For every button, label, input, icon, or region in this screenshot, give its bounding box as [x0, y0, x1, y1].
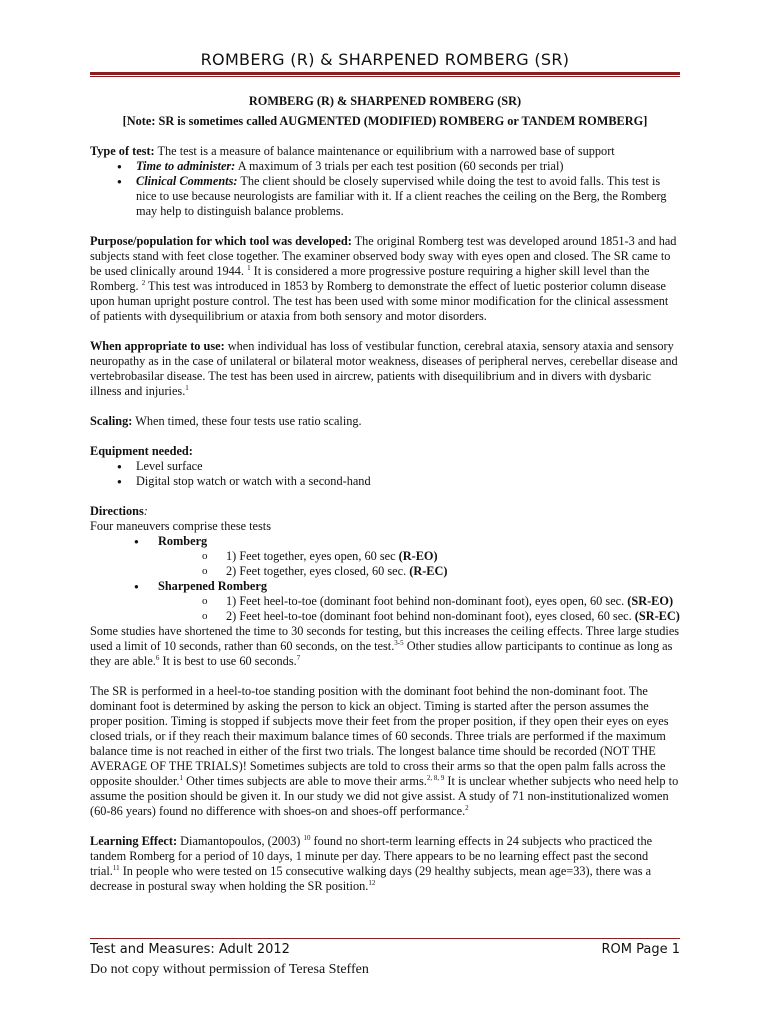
- equipment-label: Equipment needed:: [90, 444, 193, 458]
- citation: 3-5: [394, 638, 404, 647]
- footer-rule: [90, 938, 680, 939]
- type-text: The test is a measure of balance maintenance or equilibrium with a narrowed base of support: [154, 144, 615, 158]
- learning-text: Diamantopoulos, (2003): [177, 834, 304, 848]
- maneuver-code: (SR-EC): [634, 609, 680, 623]
- citation: 2: [141, 278, 146, 287]
- document-title: ROMBERG (R) & SHARPENED ROMBERG (SR): [248, 94, 522, 108]
- list-item: [202, 549, 680, 564]
- learning-label: Learning Effect:: [90, 834, 178, 848]
- page-footer: [90, 942, 680, 957]
- header-rule: [90, 72, 680, 75]
- citation: 1: [185, 383, 189, 392]
- citation: 10: [303, 833, 311, 842]
- purpose-text: It is considered a more progressive posture requiring a higher skill level than the Romberg.: [90, 264, 650, 293]
- learning-text: In people who were tested on 15 consecutive walking days (29 healthy subjects, mean age=33), there was a decrease in postural sway when holding the SR position.: [90, 864, 652, 893]
- list-item: ● Level surface: [117, 459, 680, 474]
- list-item: [134, 579, 680, 624]
- maneuver-text: 2) Feet together, eyes closed, 60 sec.: [226, 564, 410, 578]
- scaling-label: Scaling:: [90, 414, 133, 428]
- time-text: A maximum of 3 trials per each test position (60 seconds per trial): [235, 159, 564, 173]
- time-label: Time to administer:: [136, 159, 236, 173]
- maneuver-text: 1) Feet together, eyes open, 60 sec: [226, 549, 399, 563]
- purpose-paragraph: [90, 234, 680, 324]
- studies-text: It is best to use 60 seconds.: [159, 654, 297, 668]
- citation: 6: [155, 653, 160, 662]
- list-item: [134, 534, 680, 579]
- romberg-sublist: [202, 549, 680, 579]
- footer-copyright: Do not copy without permission of Teresa Steffen: [90, 962, 369, 977]
- purpose-text: This test was introduced in 1853 by Romberg to demonstrate the effect of luetic posterior column disease upon human upright posture control. The test has been used with some minor modification for the clinical assessment of patients with dysequilibrium or ataxia from both sensory and motor disorders.: [90, 279, 669, 323]
- romberg-label: Romberg: [158, 534, 208, 548]
- document-note: [Note: SR is sometimes called AUGMENTED (MODIFIED) ROMBERG or TANDEM ROMBERG]: [122, 114, 648, 128]
- clinical-label: Clinical Comments:: [136, 174, 238, 188]
- learning-paragraph: [90, 834, 680, 894]
- list-item: [202, 609, 680, 624]
- maneuver-code: (R-EO): [398, 549, 438, 563]
- maneuver-code: (SR-EO): [627, 594, 674, 608]
- citation: 2, 8, 9: [426, 773, 445, 782]
- list-item: [117, 159, 680, 174]
- when-text: when individual has loss of vestibular function, cerebral ataxia, sensory ataxia and sensory neuropathy as in the case of unilateral or bilateral motor weakness, diseases of peripheral nerves, cerebellar disease and vertebrobasilar disease. The test has been used in aircrew, patients with disequilibrium and in divers with dysbaric illness and injuries.: [90, 339, 678, 398]
- header-rule-thin: [90, 76, 680, 77]
- list-item: ● Digital stop watch or watch with a second-hand: [117, 474, 680, 489]
- scaling-paragraph: [90, 414, 680, 429]
- citation: 1: [179, 773, 183, 782]
- equipment-list: [117, 459, 680, 489]
- when-paragraph: [90, 339, 680, 399]
- sharpened-sublist: [202, 594, 680, 624]
- maneuver-code: (R-EC): [409, 564, 448, 578]
- maneuver-text: 2) Feet heel-to-toe (dominant foot behind non-dominant foot), eyes closed, 60 sec.: [226, 609, 635, 623]
- maneuvers-list: [134, 534, 680, 624]
- page-header-title: ROMBERG (R) & SHARPENED ROMBERG (SR): [200, 50, 570, 69]
- directions-label: Directions: [90, 504, 144, 518]
- citation: 7: [296, 653, 301, 662]
- sr-text: Other times subjects are able to move their arms.: [183, 774, 427, 788]
- document-body: [90, 94, 680, 909]
- directions-intro: Four maneuvers comprise these tests: [90, 519, 271, 533]
- list-item: [117, 174, 680, 219]
- studies-text: Some studies have shortened the time to 30 seconds for testing, but this increases the ceiling effects. Three large studies used a limit of 10 seconds, rather than 60 seconds, on the test.: [90, 624, 680, 653]
- purpose-label: Purpose/population for which tool was developed:: [90, 234, 352, 248]
- citation: 2: [465, 803, 469, 812]
- when-label: When appropriate to use:: [90, 339, 225, 353]
- purpose-text: The original Romberg test was developed around 1851-3 and had subjects stand with feet close together. The examiner observed body sway with eyes open and closed. The SR came to be used clinically around 1944.: [90, 234, 677, 278]
- list-item: [202, 564, 680, 579]
- citation: 11: [112, 863, 120, 872]
- equipment-label-line: [90, 444, 680, 459]
- studies-text: Other studies allow participants to continue as long as they are able.: [90, 639, 673, 668]
- test-details-list: [117, 159, 680, 219]
- footer-source: Test and Measures: Adult 2012: [90, 942, 290, 957]
- clinical-text: The client should be closely supervised while doing the test to avoid falls. This test is nice to use because neurologists are familiar with it. If a client reaches the ceiling on the Berg, the Romberg may help to distinguish balance problems.: [136, 174, 667, 218]
- sr-text: The SR is performed in a heel-to-toe standing position with the dominant foot behind the non-dominant foot. The dominant foot is determined by asking the person to kick an object. Timing is started after the person assumes the proper position. Timing is stopped if subjects move their feet from the proper position, if they open their eyes on eyes closed trials, or if they reach their maximum balance times of 60 seconds. Three trials are performed if the maximum balance time is not reached in either of the first two trials. The longest balance time should be recorded (NOT THE AVERAGE OF THE TRIALS)! Sometimes subjects are told to cross their arms so that the open palm falls across the opposite shoulder.: [90, 684, 669, 788]
- sharpened-label: Sharpened Romberg: [158, 579, 267, 593]
- sr-paragraph: [90, 684, 680, 819]
- type-of-test: [90, 144, 680, 159]
- citation: 1: [247, 263, 251, 272]
- maneuver-text: 1) Feet heel-to-toe (dominant foot behind non-dominant foot), eyes open, 60 sec.: [226, 594, 628, 608]
- citation: 12: [368, 878, 376, 887]
- directions-colon: :: [143, 504, 148, 518]
- scaling-text: When timed, these four tests use ratio scaling.: [132, 414, 362, 428]
- sr-text: It is unclear whether subjects who need help to assume the position should be given it. In our study we did not give assist. A study of 71 non-institutionalized women (60-86 years) found no difference with shoes-on and shoes-off performance.: [90, 774, 679, 818]
- learning-text: found no short-term learning effects in 24 subjects who practiced the tandem Romberg for a period of 10 days, 1 minute per day. There appears to be no learning effect past the second trial.: [90, 834, 653, 878]
- footer-page-number: ROM Page 1: [601, 942, 680, 957]
- directions-label-line: [90, 504, 680, 519]
- list-item: [202, 594, 680, 609]
- studies-paragraph: [90, 624, 680, 669]
- type-label: Type of test:: [90, 144, 155, 158]
